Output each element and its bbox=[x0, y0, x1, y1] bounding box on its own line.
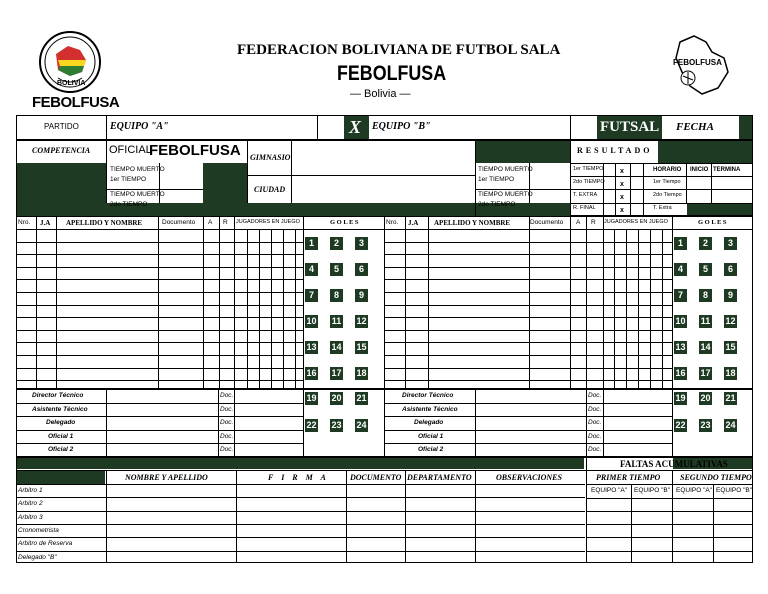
officials-row-line bbox=[16, 511, 585, 512]
row-line bbox=[384, 242, 672, 243]
staff-row-line bbox=[16, 430, 303, 431]
goal-box-a-3: 3 bbox=[355, 237, 368, 250]
header-apellido-a: APELLIDO Y NOMBRE bbox=[66, 219, 143, 227]
period-final: R. FINAL bbox=[573, 205, 596, 211]
row-line bbox=[384, 330, 672, 331]
faltas-title: FALTAS ACUMULATIVAS bbox=[620, 459, 728, 469]
col-divider bbox=[247, 229, 248, 389]
goal-box-b-19: 19 bbox=[675, 393, 686, 403]
row-line bbox=[16, 317, 303, 318]
goal-box-a-22: 22 bbox=[306, 420, 317, 430]
schedule-2do: 2do Tiempo bbox=[653, 192, 682, 198]
ciudad-label: CIUDAD bbox=[254, 185, 286, 194]
staff-col bbox=[218, 389, 219, 457]
equipo-a-field[interactable] bbox=[168, 116, 316, 139]
goal-box-a-1: 1 bbox=[305, 237, 318, 250]
row-line bbox=[384, 279, 672, 280]
goal-box-a-12: 12 bbox=[356, 316, 367, 326]
termina-label: TERMINA bbox=[713, 167, 741, 173]
goal-box-a-8: 8 bbox=[330, 289, 343, 302]
staff-doc-b-2: Doc. bbox=[588, 419, 602, 426]
official-role-3: Cronometrista bbox=[18, 527, 59, 534]
col-divider bbox=[626, 229, 627, 389]
logo-left-wordmark: FEBOLFUSA bbox=[32, 94, 120, 111]
inicio-label: INICIO bbox=[690, 167, 709, 173]
faltas-segundo-a: EQUIPO "A" bbox=[676, 487, 713, 494]
header-ja-a: J.A bbox=[40, 219, 51, 227]
goal-box-b-24: 24 bbox=[725, 420, 736, 430]
competencia-shade bbox=[17, 163, 106, 203]
staff-doc-b-4: Doc. bbox=[588, 446, 602, 453]
federation-logo-right bbox=[668, 32, 734, 98]
staff-label-b-2: Delegado bbox=[414, 419, 444, 426]
goal-box-a-2: 2 bbox=[330, 237, 343, 250]
goal-box-a-4: 4 bbox=[305, 263, 318, 276]
staff-row-line bbox=[384, 430, 672, 431]
officials-row-line bbox=[16, 524, 585, 525]
officials-col bbox=[106, 470, 107, 563]
staff-row-line bbox=[16, 416, 303, 417]
faltas-primer: PRIMER TIEMPO bbox=[596, 473, 661, 482]
goal-box-b-7: 7 bbox=[674, 289, 687, 302]
row-line bbox=[16, 368, 303, 369]
equipo-b-field[interactable] bbox=[430, 116, 570, 139]
goal-box-b-10: 10 bbox=[675, 316, 686, 326]
equipo-a-label: EQUIPO "A" bbox=[110, 121, 169, 132]
header-a-b: A bbox=[576, 219, 581, 226]
goal-box-b-3: 3 bbox=[724, 237, 737, 250]
header-jugadores-b: JUGADORES EN JUEGO bbox=[604, 219, 668, 225]
row-line bbox=[384, 380, 672, 381]
staff-doc-a-2: Doc. bbox=[220, 419, 234, 426]
goal-box-a-16: 16 bbox=[306, 368, 317, 378]
timeout-b-1-label: TIEMPO MUERTO bbox=[478, 166, 533, 173]
row-line bbox=[16, 380, 303, 381]
officials-col-2: DOCUMENTO bbox=[350, 473, 402, 482]
faltas-segundo: SEGUNDO TIEMPO bbox=[680, 473, 752, 482]
goal-box-b-13: 13 bbox=[675, 342, 686, 352]
faltas-sub-line bbox=[586, 498, 753, 499]
officials-row-line bbox=[16, 537, 585, 538]
resultado-label: RESULTADO bbox=[577, 146, 653, 155]
futsal-label: FUTSAL bbox=[600, 119, 660, 135]
staff-label-b-4: Oficial 2 bbox=[418, 446, 444, 453]
header-r-b: R bbox=[591, 219, 596, 226]
staff-label-b-1: Asistente Técnico bbox=[402, 406, 458, 413]
row-line bbox=[16, 342, 303, 343]
col-divider bbox=[672, 216, 673, 389]
officials-col-0: NOMBRE Y APELLIDO bbox=[125, 473, 208, 482]
staff-label-a-0: Director Técnico bbox=[32, 392, 84, 399]
staff-row-line bbox=[16, 443, 303, 444]
goal-box-b-21: 21 bbox=[725, 393, 736, 403]
row-line bbox=[16, 254, 303, 255]
col-divider bbox=[650, 229, 651, 389]
goal-box-b-9: 9 bbox=[724, 289, 737, 302]
period-1er: 1er TIEMPO bbox=[573, 166, 604, 172]
federation-name: FEDERACION BOLIVIANA DE FUTBOL SALA bbox=[237, 42, 561, 58]
officials-col bbox=[475, 470, 476, 563]
staff-row-line bbox=[384, 443, 672, 444]
col-divider bbox=[283, 229, 284, 389]
header-documento-b: Documento bbox=[530, 219, 564, 226]
gimnasio-label: GIMNASIO bbox=[250, 153, 291, 162]
staff-col bbox=[603, 389, 604, 457]
staff-doc-a-1: Doc. bbox=[220, 406, 234, 413]
goal-box-b-11: 11 bbox=[700, 316, 711, 326]
gimnasio-field[interactable] bbox=[292, 141, 475, 175]
header-nro-b: Nro. bbox=[386, 219, 399, 226]
faltas-primer-a: EQUIPO "A" bbox=[591, 487, 628, 494]
goal-box-a-6: 6 bbox=[355, 263, 368, 276]
official-role-2: Arbitro 3 bbox=[18, 514, 43, 521]
header-a-a: A bbox=[208, 219, 213, 226]
col-divider bbox=[271, 229, 272, 389]
partido-label: PARTIDO bbox=[44, 122, 79, 131]
team-a-shade bbox=[203, 163, 247, 203]
goal-box-b-8: 8 bbox=[699, 289, 712, 302]
faltas-segundo-b: EQUIPO "B" bbox=[716, 487, 753, 494]
header-nro-a: Nro. bbox=[18, 219, 31, 226]
page-title: FEBOLFUSA bbox=[337, 62, 447, 85]
oficial-label: OFICIAL bbox=[109, 144, 152, 156]
faltas-sub-line bbox=[586, 484, 753, 485]
staff-col bbox=[303, 389, 304, 457]
row-line bbox=[384, 355, 672, 356]
score-x-2: x bbox=[620, 181, 624, 188]
goal-box-a-5: 5 bbox=[330, 263, 343, 276]
timeout-2-period: 2do TIEMPO bbox=[110, 201, 148, 208]
goal-box-a-20: 20 bbox=[331, 393, 342, 403]
col-divider bbox=[259, 229, 260, 389]
equipo-b-label: EQUIPO "B" bbox=[372, 121, 431, 132]
staff-row-line bbox=[384, 403, 672, 404]
row-line bbox=[16, 292, 303, 293]
faltas-row-line bbox=[586, 537, 753, 538]
oficial-org: FEBOLFUSA bbox=[149, 142, 241, 159]
col-divider bbox=[662, 229, 663, 389]
goal-box-b-12: 12 bbox=[725, 316, 736, 326]
goal-box-b-6: 6 bbox=[724, 263, 737, 276]
header-goles-b: G O L E S bbox=[698, 219, 727, 226]
goal-box-a-21: 21 bbox=[356, 393, 367, 403]
schedule-corner bbox=[687, 204, 752, 215]
officials-col bbox=[405, 470, 406, 563]
goal-box-b-20: 20 bbox=[700, 393, 711, 403]
goal-box-a-13: 13 bbox=[306, 342, 317, 352]
staff-col bbox=[672, 389, 673, 457]
horario-label: HORARIO bbox=[653, 167, 682, 173]
row-line bbox=[384, 267, 672, 268]
header-apellido-b: APELLIDO Y NOMBRE bbox=[434, 219, 511, 227]
goal-box-b-18: 18 bbox=[725, 368, 736, 378]
goal-box-a-11: 11 bbox=[331, 316, 342, 326]
staff-col bbox=[234, 389, 235, 457]
goal-box-a-23: 23 bbox=[331, 420, 342, 430]
goal-box-a-18: 18 bbox=[356, 368, 367, 378]
schedule-extra: T. Extra bbox=[653, 205, 672, 211]
bottom-band-mid bbox=[293, 203, 475, 216]
goal-box-b-2: 2 bbox=[699, 237, 712, 250]
staff-label-b-3: Oficial 1 bbox=[418, 433, 444, 440]
header-goles-a: G O L E S bbox=[330, 219, 359, 226]
header-documento-a: Documento bbox=[162, 219, 196, 226]
row-line bbox=[384, 317, 672, 318]
goal-box-a-10: 10 bbox=[306, 316, 317, 326]
resultado-shade bbox=[658, 141, 752, 163]
staff-doc-a-0: Doc. bbox=[220, 392, 234, 399]
staff-doc-b-3: Doc. bbox=[588, 433, 602, 440]
goal-box-b-4: 4 bbox=[674, 263, 687, 276]
score-x-1: x bbox=[620, 168, 624, 175]
header-jugadores-a: JUGADORES EN JUEGO bbox=[236, 219, 300, 225]
goal-box-b-23: 23 bbox=[700, 420, 711, 430]
competencia-label: COMPETENCIA bbox=[32, 146, 91, 155]
staff-label-a-2: Delegado bbox=[46, 419, 76, 426]
faltas-primer-b: EQUIPO "B" bbox=[634, 487, 671, 494]
official-role-1: Arbitro 2 bbox=[18, 500, 43, 507]
goal-box-a-15: 15 bbox=[356, 342, 367, 352]
logo-ring-text: BOLIVIA bbox=[57, 80, 86, 87]
faltas-row-line bbox=[586, 551, 753, 552]
row-line bbox=[16, 305, 303, 306]
fecha-corner bbox=[739, 116, 752, 139]
row-line bbox=[16, 279, 303, 280]
staff-doc-b-1: Doc. bbox=[588, 406, 602, 413]
goal-box-a-9: 9 bbox=[355, 289, 368, 302]
officials-row-line bbox=[16, 551, 585, 552]
timeout-2-label: TIEMPO MUERTO bbox=[110, 191, 165, 198]
staff-doc-a-4: Doc. bbox=[220, 446, 234, 453]
goal-box-b-22: 22 bbox=[675, 420, 686, 430]
goal-box-b-17: 17 bbox=[700, 368, 711, 378]
row-line bbox=[16, 355, 303, 356]
ciudad-field[interactable] bbox=[292, 176, 475, 203]
faltas-row-line bbox=[586, 524, 753, 525]
bottom-band-left bbox=[17, 203, 308, 216]
officials-col-4: OBSERVACIONES bbox=[496, 473, 562, 482]
col-divider bbox=[614, 229, 615, 389]
officials-row-line bbox=[16, 497, 585, 498]
staff-col bbox=[475, 389, 476, 457]
officials-col bbox=[236, 470, 237, 563]
col-divider bbox=[295, 229, 296, 389]
officials-col bbox=[672, 470, 673, 563]
score-x-3: x bbox=[620, 194, 624, 201]
staff-label-a-1: Asistente Técnico bbox=[32, 406, 88, 413]
goal-box-a-14: 14 bbox=[331, 342, 342, 352]
score-x-4: x bbox=[620, 207, 624, 214]
logo-right-wordmark: FEBOLFUSA bbox=[673, 58, 722, 67]
officials-col-1: F I R M A bbox=[268, 473, 329, 482]
team-b-shade bbox=[476, 141, 570, 163]
goal-box-b-14: 14 bbox=[700, 342, 711, 352]
officials-header-line bbox=[16, 484, 585, 485]
period-2do: 2do TIEMPO bbox=[573, 179, 605, 185]
officials-col-3: DEPARTAMENTO bbox=[407, 473, 472, 482]
header-ja-b: J.A bbox=[408, 219, 419, 227]
officials-header-shade bbox=[17, 470, 105, 484]
goal-box-a-17: 17 bbox=[331, 368, 342, 378]
period-extra: T. EXTRA bbox=[573, 192, 598, 198]
row-line bbox=[384, 292, 672, 293]
country-label: — Bolivia — bbox=[350, 88, 411, 100]
goal-box-b-16: 16 bbox=[675, 368, 686, 378]
row-line bbox=[16, 242, 303, 243]
timeout-b-2-label: TIEMPO MUERTO bbox=[478, 191, 533, 198]
row-line bbox=[384, 305, 672, 306]
col-divider bbox=[303, 216, 304, 389]
staff-col bbox=[384, 389, 385, 457]
versus-mark: X bbox=[349, 117, 362, 137]
staff-col bbox=[106, 389, 107, 457]
header-r-a: R bbox=[223, 219, 228, 226]
staff-doc-b-0: Doc. bbox=[588, 392, 602, 399]
goal-box-b-15: 15 bbox=[725, 342, 736, 352]
schedule-1er: 1er Tiempo bbox=[653, 179, 681, 185]
timeout-b-1-period: 1er TIEMPO bbox=[478, 176, 515, 183]
staff-label-a-3: Oficial 1 bbox=[48, 433, 74, 440]
staff-label-b-0: Director Técnico bbox=[402, 392, 454, 399]
col-divider bbox=[638, 229, 639, 389]
row-line bbox=[384, 254, 672, 255]
staff-doc-a-3: Doc. bbox=[220, 433, 234, 440]
officials-col bbox=[346, 470, 347, 563]
row-line bbox=[16, 330, 303, 331]
faltas-row-line bbox=[586, 511, 753, 512]
goal-box-b-1: 1 bbox=[674, 237, 687, 250]
goal-box-a-7: 7 bbox=[305, 289, 318, 302]
goal-box-a-19: 19 bbox=[306, 393, 317, 403]
timeout-b-2-period: 2do TIEMPO bbox=[478, 201, 516, 208]
staff-label-a-4: Oficial 2 bbox=[48, 446, 74, 453]
row-line bbox=[16, 267, 303, 268]
staff-col bbox=[586, 389, 587, 457]
timeout-1-period: 1er TIEMPO bbox=[110, 176, 147, 183]
officials-top-line bbox=[16, 470, 753, 471]
goal-box-a-24: 24 bbox=[356, 420, 367, 430]
fecha-label: FECHA bbox=[676, 121, 714, 133]
goal-box-b-5: 5 bbox=[699, 263, 712, 276]
row-line bbox=[384, 342, 672, 343]
officials-col bbox=[586, 457, 587, 563]
official-role-0: Arbitro 1 bbox=[18, 487, 43, 494]
official-role-4: Arbitro de Reserva bbox=[18, 540, 73, 547]
timeout-1-label: TIEMPO MUERTO bbox=[110, 166, 165, 173]
official-role-5: Delegado "B" bbox=[18, 554, 57, 561]
staff-row-line bbox=[384, 416, 672, 417]
row-line bbox=[384, 368, 672, 369]
staff-row-line bbox=[16, 403, 303, 404]
